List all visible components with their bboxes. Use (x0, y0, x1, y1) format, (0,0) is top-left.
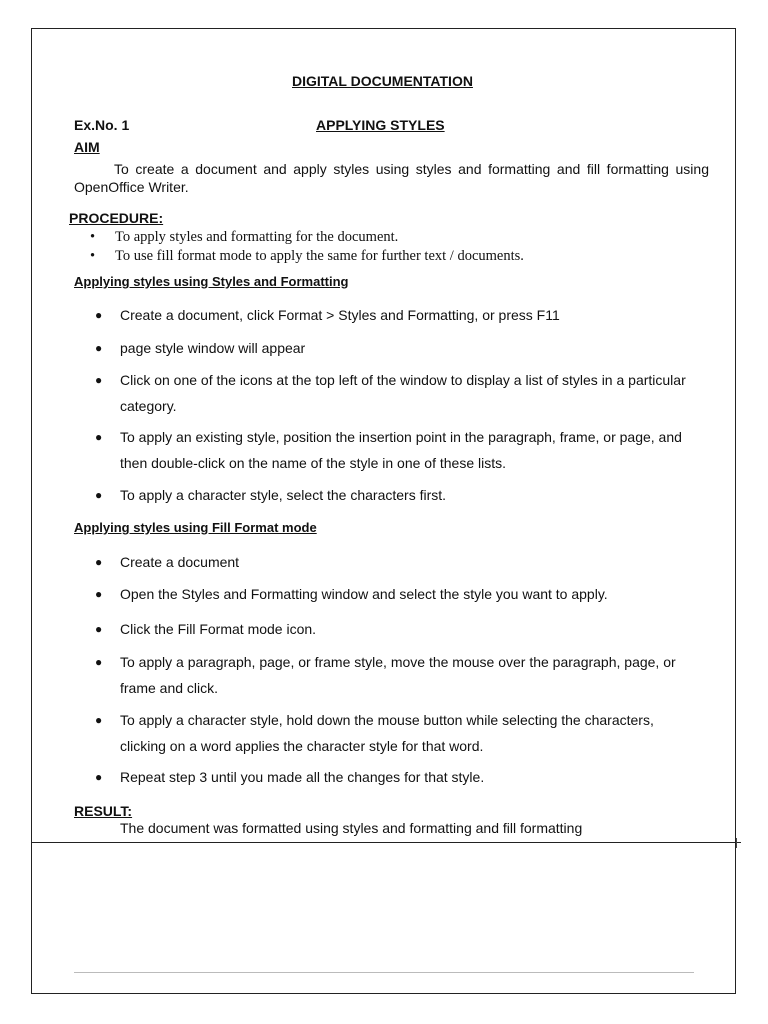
bullet-icon: ● (95, 770, 103, 784)
procedure-item-text: To apply styles and formatting for the document. (115, 229, 399, 245)
aim-heading: AIM (74, 139, 100, 155)
section1-item-text: Click on one of the icons at the top left of the window to display a list of styles in a particular category. (120, 372, 686, 414)
section1-item-text: Create a document, click Format > Styles and Formatting, or press F11 (120, 307, 560, 323)
bullet-icon: ● (95, 587, 103, 601)
list-item (74, 550, 694, 576)
procedure-heading: PROCEDURE: (69, 210, 164, 226)
list-item (74, 303, 694, 329)
list-item (74, 650, 694, 701)
section1-heading: Applying styles using Styles and Formatting (74, 274, 349, 289)
bullet-icon: ● (95, 622, 103, 636)
bullet-icon: ● (95, 555, 103, 569)
list-item (74, 247, 524, 266)
section2-item-text: To apply a paragraph, page, or frame style, move the mouse over the paragraph, page, or frame and click. (120, 654, 676, 696)
list-item (74, 582, 694, 608)
aim-text: To create a document and apply styles using styles and formatting and fill formatting using OpenOffice Writer. (74, 161, 709, 195)
bullet-icon: ● (95, 713, 103, 727)
divider-tick (736, 838, 737, 848)
result-text: The document was formatted using styles and formatting and fill formatting (120, 820, 583, 836)
section2-item-text: Open the Styles and Formatting window and select the style you want to apply. (120, 586, 608, 602)
bullet-icon: ● (95, 373, 103, 387)
section2-heading: Applying styles using Fill Format mode (74, 520, 317, 535)
bullet-icon: ● (95, 488, 103, 502)
list-item (74, 708, 694, 759)
lower-rule (74, 972, 694, 973)
result-heading: RESULT: (74, 803, 133, 819)
procedure-list (74, 228, 524, 266)
horizontal-divider (31, 842, 741, 843)
exercise-number: Ex.No. 1 (74, 117, 130, 133)
section2-item-text: Repeat step 3 until you made all the changes for that style. (120, 769, 485, 785)
section2-item-text: To apply a character style, hold down the mouse button while selecting the characters, clicking on a word applies the character style for that word. (120, 712, 654, 754)
bullet-icon: ● (95, 341, 103, 355)
bullet-icon: ● (95, 655, 103, 669)
document-title: DIGITAL DOCUMENTATION (292, 73, 473, 89)
section1-item-text: To apply an existing style, position the insertion point in the paragraph, frame, or page, and then double-click on the name of the style in one of these lists. (120, 429, 682, 471)
section1-item-text: page style window will appear (120, 340, 306, 356)
bullet-icon: • (90, 229, 96, 245)
list-item (74, 425, 694, 476)
list-item (74, 617, 694, 643)
section2-item-text: Create a document (120, 554, 240, 570)
list-item (74, 765, 694, 791)
exercise-title: APPLYING STYLES (316, 117, 445, 133)
procedure-item-text: To use fill format mode to apply the same for further text / documents. (115, 248, 524, 264)
list-item (74, 336, 694, 362)
list-item (74, 368, 694, 419)
section2-item-text: Click the Fill Format mode icon. (120, 621, 317, 637)
list-item (74, 228, 524, 247)
section1-item-text: To apply a character style, select the characters first. (120, 487, 447, 503)
bullet-icon: • (90, 248, 96, 264)
list-item (74, 483, 694, 509)
bullet-icon: ● (95, 308, 103, 322)
bullet-icon: ● (95, 430, 103, 444)
